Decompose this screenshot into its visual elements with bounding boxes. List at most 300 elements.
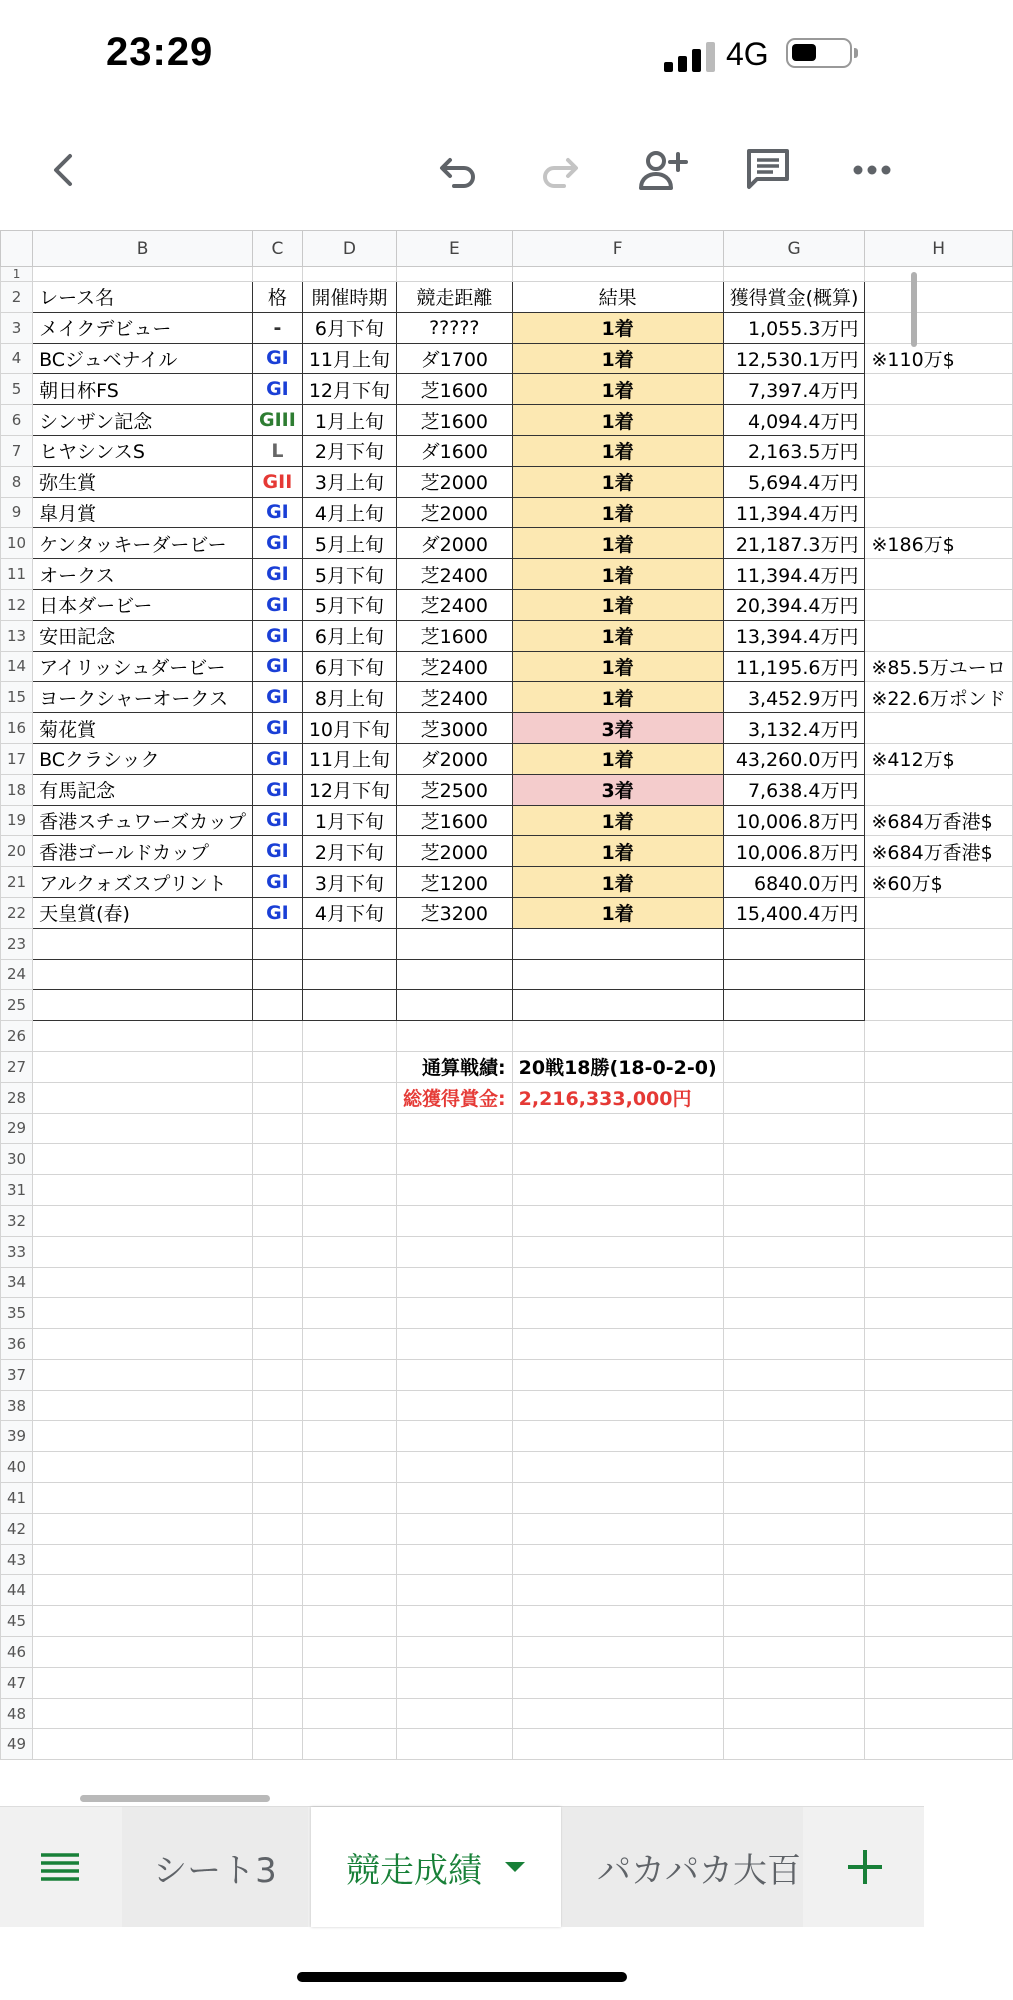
row-header[interactable]: 11 <box>1 559 33 590</box>
column-header-h[interactable]: H <box>865 231 1012 267</box>
row-header[interactable]: 16 <box>1 713 33 744</box>
race-name-cell[interactable]: オークス <box>33 559 253 590</box>
cell[interactable] <box>253 1483 303 1514</box>
row-header[interactable]: 1 <box>1 267 33 282</box>
row-header[interactable]: 45 <box>1 1606 33 1637</box>
cell[interactable] <box>397 1021 513 1052</box>
grade-cell[interactable]: L <box>253 435 303 466</box>
note-cell[interactable] <box>865 620 1012 651</box>
cell[interactable] <box>512 1021 723 1052</box>
cell[interactable] <box>302 1236 396 1267</box>
result-cell[interactable]: 1着 <box>512 405 723 436</box>
cell[interactable] <box>865 1667 1012 1698</box>
cell[interactable] <box>253 1544 303 1575</box>
cell[interactable] <box>723 1575 865 1606</box>
grade-cell[interactable]: GI <box>253 897 303 928</box>
distance-cell[interactable]: 芝1600 <box>397 405 513 436</box>
prize-cell[interactable]: 2,163.5万円 <box>723 435 865 466</box>
distance-cell[interactable]: 芝2000 <box>397 466 513 497</box>
result-cell[interactable]: 1着 <box>512 805 723 836</box>
timing-cell[interactable]: 1月下旬 <box>302 805 396 836</box>
cell[interactable] <box>397 1298 513 1329</box>
timing-cell[interactable]: 10月下旬 <box>302 713 396 744</box>
cell[interactable] <box>33 1544 253 1575</box>
prize-cell[interactable]: 20,394.4万円 <box>723 589 865 620</box>
column-header-c[interactable]: C <box>253 231 303 267</box>
race-name-cell[interactable]: シンザン記念 <box>33 405 253 436</box>
summary-label[interactable]: 通算戦績: <box>397 1051 513 1082</box>
cell[interactable] <box>397 1698 513 1729</box>
distance-cell[interactable]: ダ1700 <box>397 343 513 374</box>
cell[interactable] <box>302 1729 396 1760</box>
grade-cell[interactable]: GI <box>253 343 303 374</box>
grade-cell[interactable]: GI <box>253 559 303 590</box>
cell[interactable] <box>512 990 723 1021</box>
cell[interactable] <box>302 1051 396 1082</box>
grade-cell[interactable]: GI <box>253 713 303 744</box>
cell[interactable] <box>397 1329 513 1360</box>
row-header[interactable]: 21 <box>1 867 33 898</box>
cell[interactable] <box>723 1729 865 1760</box>
result-cell[interactable]: 1着 <box>512 651 723 682</box>
row-header[interactable]: 48 <box>1 1698 33 1729</box>
row-header[interactable]: 30 <box>1 1144 33 1175</box>
cell[interactable] <box>865 1205 1012 1236</box>
result-cell[interactable]: 1着 <box>512 497 723 528</box>
cell[interactable] <box>33 1236 253 1267</box>
timing-cell[interactable]: 5月下旬 <box>302 589 396 620</box>
cell[interactable] <box>33 959 253 990</box>
race-name-cell[interactable]: 弥生賞 <box>33 466 253 497</box>
row-header[interactable]: 22 <box>1 897 33 928</box>
cell[interactable] <box>865 1175 1012 1206</box>
cell[interactable] <box>723 1082 865 1113</box>
row-header[interactable]: 34 <box>1 1267 33 1298</box>
header-cell-distance[interactable]: 競走距離 <box>397 282 513 313</box>
cell[interactable] <box>723 1544 865 1575</box>
timing-cell[interactable]: 12月下旬 <box>302 374 396 405</box>
select-all-corner[interactable] <box>1 231 33 267</box>
cell[interactable] <box>253 1698 303 1729</box>
cell[interactable] <box>253 1606 303 1637</box>
cell[interactable] <box>723 1637 865 1668</box>
cell[interactable] <box>253 1113 303 1144</box>
cell[interactable] <box>33 1021 253 1052</box>
prize-cell[interactable]: 5,694.4万円 <box>723 466 865 497</box>
row-header[interactable]: 27 <box>1 1051 33 1082</box>
row-header[interactable]: 19 <box>1 805 33 836</box>
cell[interactable] <box>302 1637 396 1668</box>
cell[interactable] <box>253 1144 303 1175</box>
cell[interactable] <box>253 1390 303 1421</box>
cell[interactable] <box>865 1698 1012 1729</box>
cell[interactable] <box>253 1513 303 1544</box>
row-header[interactable]: 6 <box>1 405 33 436</box>
cell[interactable] <box>397 1513 513 1544</box>
cell[interactable] <box>253 1205 303 1236</box>
cell[interactable] <box>302 1421 396 1452</box>
cell[interactable] <box>253 1729 303 1760</box>
cell[interactable] <box>723 1267 865 1298</box>
distance-cell[interactable]: 芝2000 <box>397 836 513 867</box>
column-header-d[interactable]: D <box>302 231 396 267</box>
cell[interactable] <box>512 1544 723 1575</box>
race-name-cell[interactable]: BCジュベナイル <box>33 343 253 374</box>
header-cell-timing[interactable]: 開催時期 <box>302 282 396 313</box>
result-cell[interactable]: 1着 <box>512 620 723 651</box>
cell[interactable] <box>723 1452 865 1483</box>
row-header[interactable]: 39 <box>1 1421 33 1452</box>
row-header[interactable]: 7 <box>1 435 33 466</box>
cell[interactable] <box>302 1329 396 1360</box>
summary-value[interactable]: 2,216,333,000円 <box>512 1082 723 1113</box>
row-header[interactable]: 12 <box>1 589 33 620</box>
row-header[interactable]: 38 <box>1 1390 33 1421</box>
share-button[interactable] <box>634 140 694 200</box>
result-cell[interactable]: 1着 <box>512 589 723 620</box>
result-cell[interactable]: 1着 <box>512 559 723 590</box>
cell[interactable] <box>33 1113 253 1144</box>
cell[interactable] <box>302 1298 396 1329</box>
distance-cell[interactable]: 芝2400 <box>397 682 513 713</box>
row-header[interactable]: 29 <box>1 1113 33 1144</box>
cell[interactable] <box>512 1637 723 1668</box>
cell[interactable] <box>512 1113 723 1144</box>
result-cell[interactable]: 1着 <box>512 836 723 867</box>
note-cell[interactable]: ※22.6万ポンド <box>865 682 1012 713</box>
note-cell[interactable]: ※684万香港$ <box>865 805 1012 836</box>
distance-cell[interactable]: 芝1600 <box>397 620 513 651</box>
cell[interactable] <box>397 1205 513 1236</box>
cell[interactable] <box>397 267 513 282</box>
cell[interactable] <box>723 1359 865 1390</box>
cell[interactable] <box>512 1729 723 1760</box>
cell[interactable] <box>865 1544 1012 1575</box>
row-header[interactable]: 18 <box>1 774 33 805</box>
row-header[interactable]: 10 <box>1 528 33 559</box>
note-cell[interactable]: ※412万$ <box>865 743 1012 774</box>
row-header[interactable]: 9 <box>1 497 33 528</box>
timing-cell[interactable]: 2月下旬 <box>302 836 396 867</box>
cell[interactable] <box>33 1051 253 1082</box>
cell[interactable] <box>723 1329 865 1360</box>
prize-cell[interactable]: 11,195.6万円 <box>723 651 865 682</box>
cell[interactable] <box>865 1575 1012 1606</box>
cell[interactable] <box>723 1483 865 1514</box>
result-cell[interactable]: 1着 <box>512 374 723 405</box>
cell[interactable] <box>512 1390 723 1421</box>
distance-cell[interactable]: ダ2000 <box>397 743 513 774</box>
row-header[interactable]: 40 <box>1 1452 33 1483</box>
cell[interactable] <box>302 1544 396 1575</box>
row-header[interactable]: 8 <box>1 466 33 497</box>
timing-cell[interactable]: 8月上旬 <box>302 682 396 713</box>
cell[interactable] <box>865 282 1012 313</box>
prize-cell[interactable]: 6840.0万円 <box>723 867 865 898</box>
timing-cell[interactable]: 6月上旬 <box>302 620 396 651</box>
cell[interactable] <box>723 1144 865 1175</box>
note-cell[interactable] <box>865 405 1012 436</box>
cell[interactable] <box>302 1452 396 1483</box>
cell[interactable] <box>865 990 1012 1021</box>
cell[interactable] <box>33 1452 253 1483</box>
prize-cell[interactable]: 13,394.4万円 <box>723 620 865 651</box>
cell[interactable] <box>33 1729 253 1760</box>
note-cell[interactable] <box>865 374 1012 405</box>
result-cell[interactable]: 1着 <box>512 343 723 374</box>
row-header[interactable]: 36 <box>1 1329 33 1360</box>
cell[interactable] <box>723 1390 865 1421</box>
row-header[interactable]: 44 <box>1 1575 33 1606</box>
cell[interactable] <box>302 1021 396 1052</box>
cell[interactable] <box>33 1298 253 1329</box>
cell[interactable] <box>302 1205 396 1236</box>
cell[interactable] <box>253 990 303 1021</box>
timing-cell[interactable]: 3月上旬 <box>302 466 396 497</box>
tab-pakapaka[interactable]: パカパカ大百 <box>563 1807 803 1927</box>
grade-cell[interactable]: GI <box>253 497 303 528</box>
note-cell[interactable]: ※110万$ <box>865 343 1012 374</box>
cell[interactable] <box>33 1667 253 1698</box>
cell[interactable] <box>33 1513 253 1544</box>
grade-cell[interactable]: GI <box>253 805 303 836</box>
cell[interactable] <box>33 1698 253 1729</box>
cell[interactable] <box>512 1606 723 1637</box>
row-header[interactable]: 26 <box>1 1021 33 1052</box>
cell[interactable] <box>865 1051 1012 1082</box>
cell[interactable] <box>512 1144 723 1175</box>
prize-cell[interactable]: 1,055.3万円 <box>723 312 865 343</box>
note-cell[interactable] <box>865 312 1012 343</box>
caret-down-icon[interactable] <box>504 1861 526 1873</box>
grade-cell[interactable]: GI <box>253 620 303 651</box>
cell[interactable] <box>865 1021 1012 1052</box>
cell[interactable] <box>723 959 865 990</box>
cell[interactable] <box>397 1390 513 1421</box>
distance-cell[interactable]: 芝2000 <box>397 497 513 528</box>
cell[interactable] <box>397 990 513 1021</box>
row-header[interactable]: 13 <box>1 620 33 651</box>
cell[interactable] <box>302 1698 396 1729</box>
cell[interactable] <box>302 1267 396 1298</box>
race-name-cell[interactable]: 香港ゴールドカップ <box>33 836 253 867</box>
timing-cell[interactable]: 6月下旬 <box>302 312 396 343</box>
cell[interactable] <box>253 1637 303 1668</box>
prize-cell[interactable]: 12,530.1万円 <box>723 343 865 374</box>
distance-cell[interactable]: 芝1600 <box>397 374 513 405</box>
cell[interactable] <box>302 928 396 959</box>
cell[interactable] <box>253 1021 303 1052</box>
result-cell[interactable]: 3着 <box>512 774 723 805</box>
cell[interactable] <box>397 1544 513 1575</box>
race-name-cell[interactable]: 有馬記念 <box>33 774 253 805</box>
row-header[interactable]: 24 <box>1 959 33 990</box>
cell[interactable] <box>512 1205 723 1236</box>
column-header-e[interactable]: E <box>397 231 513 267</box>
cell[interactable] <box>723 1051 865 1082</box>
vertical-scrollbar[interactable] <box>911 272 917 347</box>
grade-cell[interactable]: GI <box>253 836 303 867</box>
cell[interactable] <box>865 1483 1012 1514</box>
timing-cell[interactable]: 1月上旬 <box>302 405 396 436</box>
note-cell[interactable] <box>865 559 1012 590</box>
cell[interactable] <box>397 1175 513 1206</box>
prize-cell[interactable]: 10,006.8万円 <box>723 805 865 836</box>
row-header[interactable]: 42 <box>1 1513 33 1544</box>
cell[interactable] <box>33 1606 253 1637</box>
distance-cell[interactable]: ダ1600 <box>397 435 513 466</box>
cell[interactable] <box>865 928 1012 959</box>
note-cell[interactable] <box>865 774 1012 805</box>
cell[interactable] <box>865 1082 1012 1113</box>
cell[interactable] <box>33 1329 253 1360</box>
cell[interactable] <box>865 1236 1012 1267</box>
cell[interactable] <box>253 928 303 959</box>
cell[interactable] <box>33 1421 253 1452</box>
cell[interactable] <box>865 1144 1012 1175</box>
all-sheets-button[interactable] <box>0 1807 120 1927</box>
grade-cell[interactable]: GII <box>253 466 303 497</box>
cell[interactable] <box>512 1421 723 1452</box>
column-header-g[interactable]: G <box>723 231 865 267</box>
result-cell[interactable]: 1着 <box>512 743 723 774</box>
result-cell[interactable]: 1着 <box>512 312 723 343</box>
race-name-cell[interactable]: アルクォズスプリント <box>33 867 253 898</box>
row-header[interactable]: 4 <box>1 343 33 374</box>
cell[interactable] <box>397 1667 513 1698</box>
cell[interactable] <box>302 1483 396 1514</box>
cell[interactable] <box>397 959 513 990</box>
grade-cell[interactable]: - <box>253 312 303 343</box>
row-header[interactable]: 23 <box>1 928 33 959</box>
prize-cell[interactable]: 3,132.4万円 <box>723 713 865 744</box>
cell[interactable] <box>397 1113 513 1144</box>
cell[interactable] <box>397 1729 513 1760</box>
distance-cell[interactable]: 芝2400 <box>397 559 513 590</box>
distance-cell[interactable]: 芝1600 <box>397 805 513 836</box>
cell[interactable] <box>723 1698 865 1729</box>
cell[interactable] <box>512 928 723 959</box>
grade-cell[interactable]: GI <box>253 867 303 898</box>
prize-cell[interactable]: 11,394.4万円 <box>723 559 865 590</box>
cell[interactable] <box>723 1021 865 1052</box>
row-header[interactable]: 20 <box>1 836 33 867</box>
timing-cell[interactable]: 4月下旬 <box>302 897 396 928</box>
cell[interactable] <box>397 1421 513 1452</box>
cell[interactable] <box>253 1575 303 1606</box>
sheet-table[interactable] <box>0 230 1013 1760</box>
summary-label[interactable]: 総獲得賞金: <box>397 1082 513 1113</box>
cell[interactable] <box>865 1729 1012 1760</box>
cell[interactable] <box>512 1452 723 1483</box>
result-cell[interactable]: 1着 <box>512 435 723 466</box>
cell[interactable] <box>865 1329 1012 1360</box>
note-cell[interactable]: ※684万香港$ <box>865 836 1012 867</box>
cell[interactable] <box>33 1082 253 1113</box>
cell[interactable] <box>865 1298 1012 1329</box>
distance-cell[interactable]: 芝1200 <box>397 867 513 898</box>
distance-cell[interactable]: 芝3000 <box>397 713 513 744</box>
cell[interactable] <box>723 1513 865 1544</box>
cell[interactable] <box>865 1606 1012 1637</box>
row-header[interactable]: 31 <box>1 1175 33 1206</box>
cell[interactable] <box>397 1575 513 1606</box>
more-options-button[interactable] <box>842 140 902 200</box>
cell[interactable] <box>512 1513 723 1544</box>
note-cell[interactable]: ※60万$ <box>865 867 1012 898</box>
distance-cell[interactable]: ダ2000 <box>397 528 513 559</box>
cell[interactable] <box>33 1144 253 1175</box>
row-header[interactable]: 5 <box>1 374 33 405</box>
cell[interactable] <box>512 1698 723 1729</box>
cell[interactable] <box>723 1606 865 1637</box>
note-cell[interactable]: ※186万$ <box>865 528 1012 559</box>
prize-cell[interactable]: 7,397.4万円 <box>723 374 865 405</box>
spreadsheet-grid[interactable] <box>0 230 1006 1800</box>
cell[interactable] <box>253 1298 303 1329</box>
header-cell-race-name[interactable]: レース名 <box>33 282 253 313</box>
cell[interactable] <box>723 1205 865 1236</box>
cell[interactable] <box>865 1421 1012 1452</box>
race-name-cell[interactable]: ケンタッキーダービー <box>33 528 253 559</box>
note-cell[interactable] <box>865 466 1012 497</box>
cell[interactable] <box>723 1175 865 1206</box>
header-cell-result[interactable]: 結果 <box>512 282 723 313</box>
grade-cell[interactable]: GI <box>253 528 303 559</box>
row-header[interactable]: 3 <box>1 312 33 343</box>
prize-cell[interactable]: 15,400.4万円 <box>723 897 865 928</box>
cell[interactable] <box>512 1667 723 1698</box>
cell[interactable] <box>302 267 396 282</box>
cell[interactable] <box>723 267 865 282</box>
note-cell[interactable]: ※85.5万ユーロ <box>865 651 1012 682</box>
cell[interactable] <box>397 1452 513 1483</box>
cell[interactable] <box>723 990 865 1021</box>
cell[interactable] <box>397 1359 513 1390</box>
timing-cell[interactable]: 2月下旬 <box>302 435 396 466</box>
cell[interactable] <box>33 1575 253 1606</box>
cell[interactable] <box>33 990 253 1021</box>
cell[interactable] <box>33 1359 253 1390</box>
cell[interactable] <box>302 1082 396 1113</box>
row-header[interactable]: 15 <box>1 682 33 713</box>
row-header[interactable]: 41 <box>1 1483 33 1514</box>
grade-cell[interactable]: GI <box>253 374 303 405</box>
cell[interactable] <box>302 990 396 1021</box>
comment-button[interactable] <box>738 140 798 200</box>
cell[interactable] <box>253 1452 303 1483</box>
row-header[interactable]: 25 <box>1 990 33 1021</box>
cell[interactable] <box>865 1113 1012 1144</box>
cell[interactable] <box>253 1359 303 1390</box>
grade-cell[interactable]: GI <box>253 774 303 805</box>
cell[interactable] <box>33 1390 253 1421</box>
cell[interactable] <box>302 1175 396 1206</box>
cell[interactable] <box>865 267 1012 282</box>
header-cell-grade[interactable]: 格 <box>253 282 303 313</box>
cell[interactable] <box>253 1667 303 1698</box>
note-cell[interactable] <box>865 713 1012 744</box>
cell[interactable] <box>302 959 396 990</box>
timing-cell[interactable]: 11月上旬 <box>302 343 396 374</box>
cell[interactable] <box>302 1667 396 1698</box>
distance-cell[interactable]: 芝2400 <box>397 589 513 620</box>
cell[interactable] <box>397 928 513 959</box>
cell[interactable] <box>33 1175 253 1206</box>
distance-cell[interactable]: ????? <box>397 312 513 343</box>
prize-cell[interactable]: 43,260.0万円 <box>723 743 865 774</box>
cell[interactable] <box>397 1606 513 1637</box>
